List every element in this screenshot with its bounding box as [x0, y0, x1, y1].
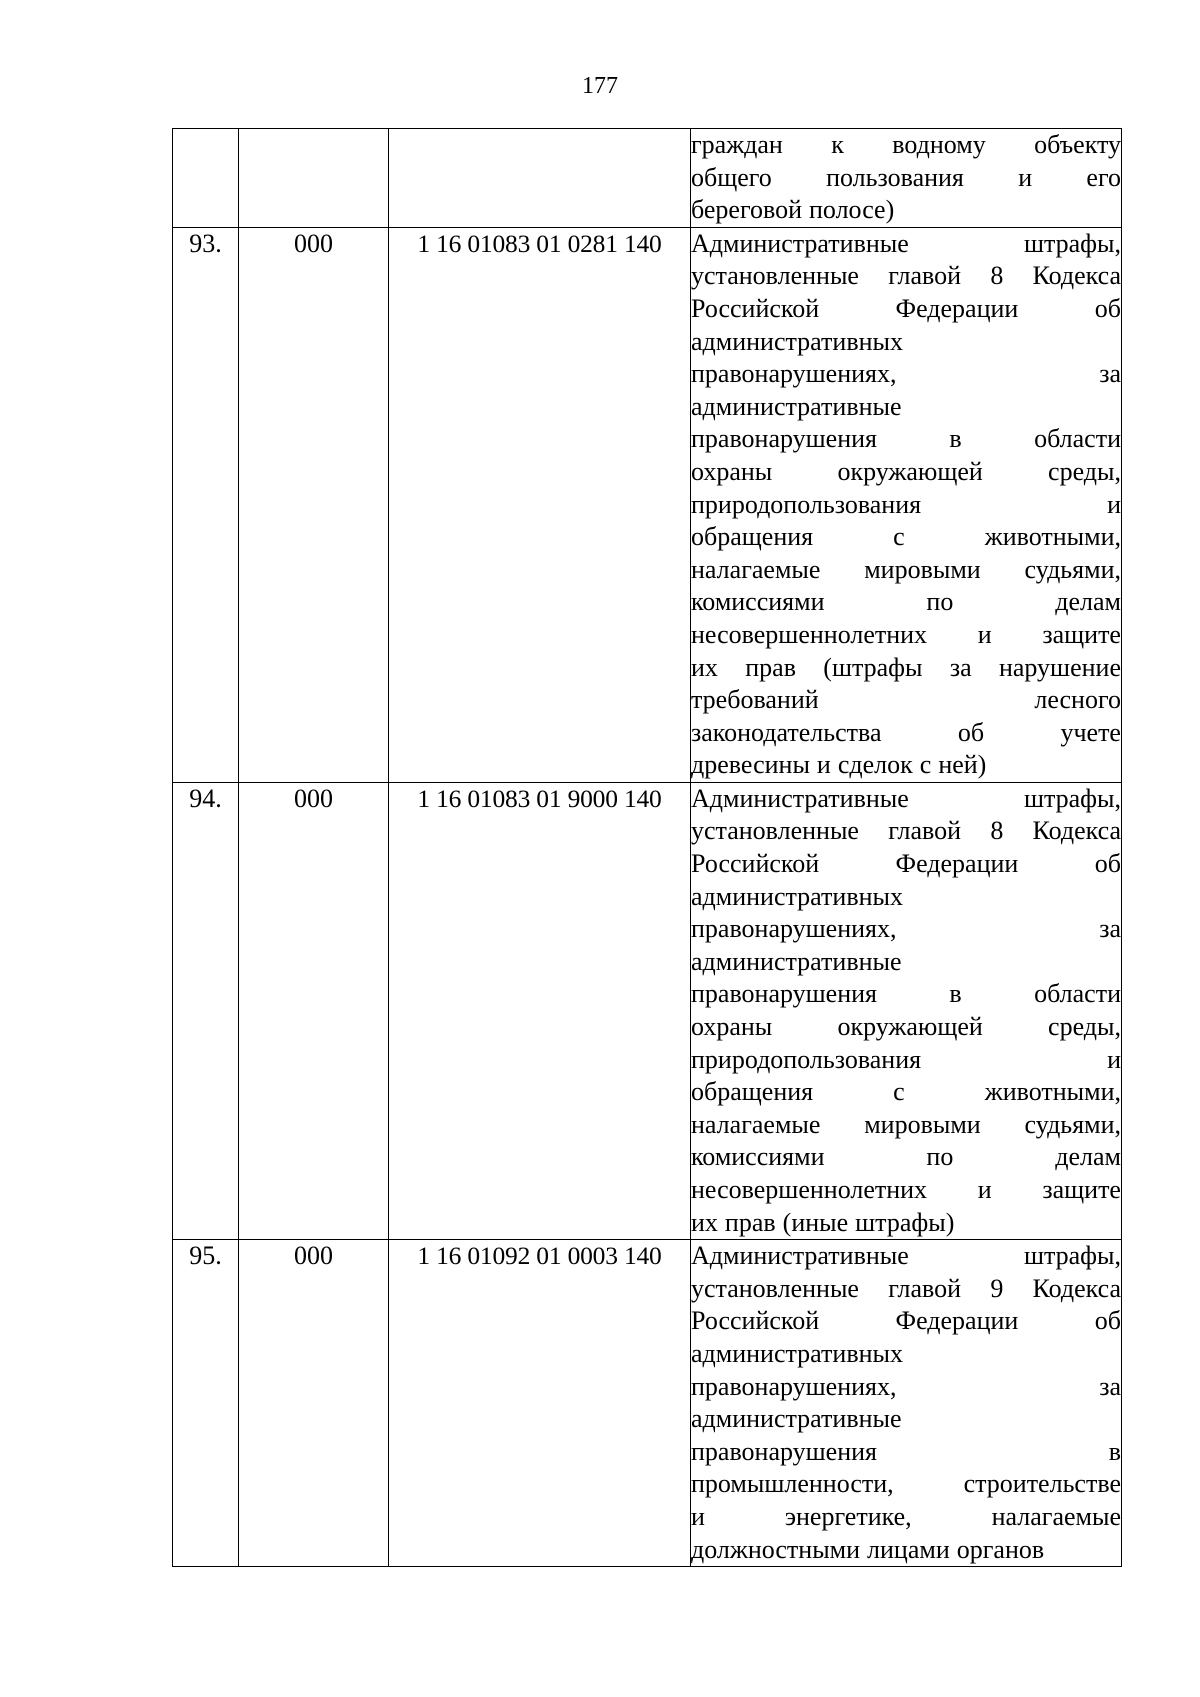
description-line: правонарушения в области [691, 424, 1121, 454]
description-line: Российской Федерации об [691, 849, 1121, 879]
description-line: обращения с животными, [691, 522, 1121, 552]
description-line: береговой полосе) [691, 195, 895, 225]
administrator-code-cell: 000 [239, 782, 389, 1239]
description-line: Российской Федерации об [691, 1306, 1121, 1336]
description-line: налагаемые мировыми судьями, [691, 1109, 1121, 1139]
description-line: административные [691, 946, 902, 976]
budget-classification-code-cell [389, 129, 691, 228]
description-line: охраны окружающей среды, [691, 456, 1121, 486]
description-line: установленные главой 8 Кодекса [691, 816, 1121, 846]
description-cell [691, 782, 1122, 1239]
description-line: правонарушения в [691, 1436, 1121, 1466]
budget-classification-code-cell: 1 16 01092 01 0003 140 [389, 1240, 691, 1567]
budget-classification-code-cell: 1 16 01083 01 0281 140 [389, 227, 691, 782]
administrator-code-cell: 000 [239, 1240, 389, 1567]
table-row [173, 129, 1122, 228]
budget-codes-table [172, 128, 1122, 1567]
description-line: промышленности, строительстве [691, 1469, 1121, 1499]
description-cell [691, 129, 1122, 228]
description-line: комиссиями по делам [691, 1142, 1121, 1172]
description-line: Российской Федерации об [691, 293, 1121, 323]
description-line: правонарушениях, за [691, 914, 1121, 944]
description-line: Административные штрафы, [691, 228, 1121, 258]
description-line: их прав (иные штрафы) [691, 1207, 955, 1237]
description-line: налагаемые мировыми судьями, [691, 554, 1121, 584]
table-row [173, 227, 1122, 782]
description-line: административных [691, 326, 903, 356]
description-line: обращения с животными, [691, 1077, 1121, 1107]
description-line: правонарушениях, за [691, 359, 1121, 389]
description-line: и энергетике, налагаемые [691, 1501, 1121, 1531]
description-line: граждан к водному объекту [691, 130, 1121, 159]
description-line: установленные главой 9 Кодекса [691, 1273, 1121, 1303]
description-cell [691, 1240, 1122, 1567]
row-number-cell: 95. [173, 1240, 239, 1567]
description-line: правонарушениях, за [691, 1371, 1121, 1401]
administrator-code-cell: 000 [239, 227, 389, 782]
row-number-cell: 93. [173, 227, 239, 782]
description-cell [691, 227, 1122, 782]
description-line: законодательства об учете [691, 717, 1121, 747]
description-line: требований лесного [691, 685, 1121, 715]
description-line: административные [691, 391, 902, 421]
description-line: административные [691, 1404, 902, 1434]
administrator-code-cell [239, 129, 389, 228]
table-row [173, 1240, 1122, 1567]
row-number-cell [173, 129, 239, 228]
description-line: Административные штрафы, [691, 1241, 1121, 1271]
description-line: правонарушения в области [691, 979, 1121, 1009]
description-line: административных [691, 881, 903, 911]
description-line: комиссиями по делам [691, 587, 1121, 617]
description-line: природопользования и [691, 1044, 1121, 1074]
page-number: 177 [582, 73, 618, 99]
description-line: общего пользования и его [691, 162, 1121, 192]
description-line: древесины и сделок с ней) [691, 750, 987, 780]
description-line: охраны окружающей среды, [691, 1012, 1121, 1042]
table-row [173, 782, 1122, 1239]
budget-classification-code-cell: 1 16 01083 01 9000 140 [389, 782, 691, 1239]
description-line: административных [691, 1338, 903, 1368]
description-line: природопользования и [691, 489, 1121, 519]
description-line: их прав (штрафы за нарушение [691, 652, 1121, 682]
row-number-cell: 94. [173, 782, 239, 1239]
description-line: несовершеннолетних и защите [691, 1175, 1121, 1204]
description-line: несовершеннолетних и защите [691, 619, 1121, 649]
description-line: Административные штрафы, [691, 783, 1121, 813]
description-line: должностными лицами органов [691, 1534, 1045, 1564]
description-line: установленные главой 8 Кодекса [691, 261, 1121, 291]
